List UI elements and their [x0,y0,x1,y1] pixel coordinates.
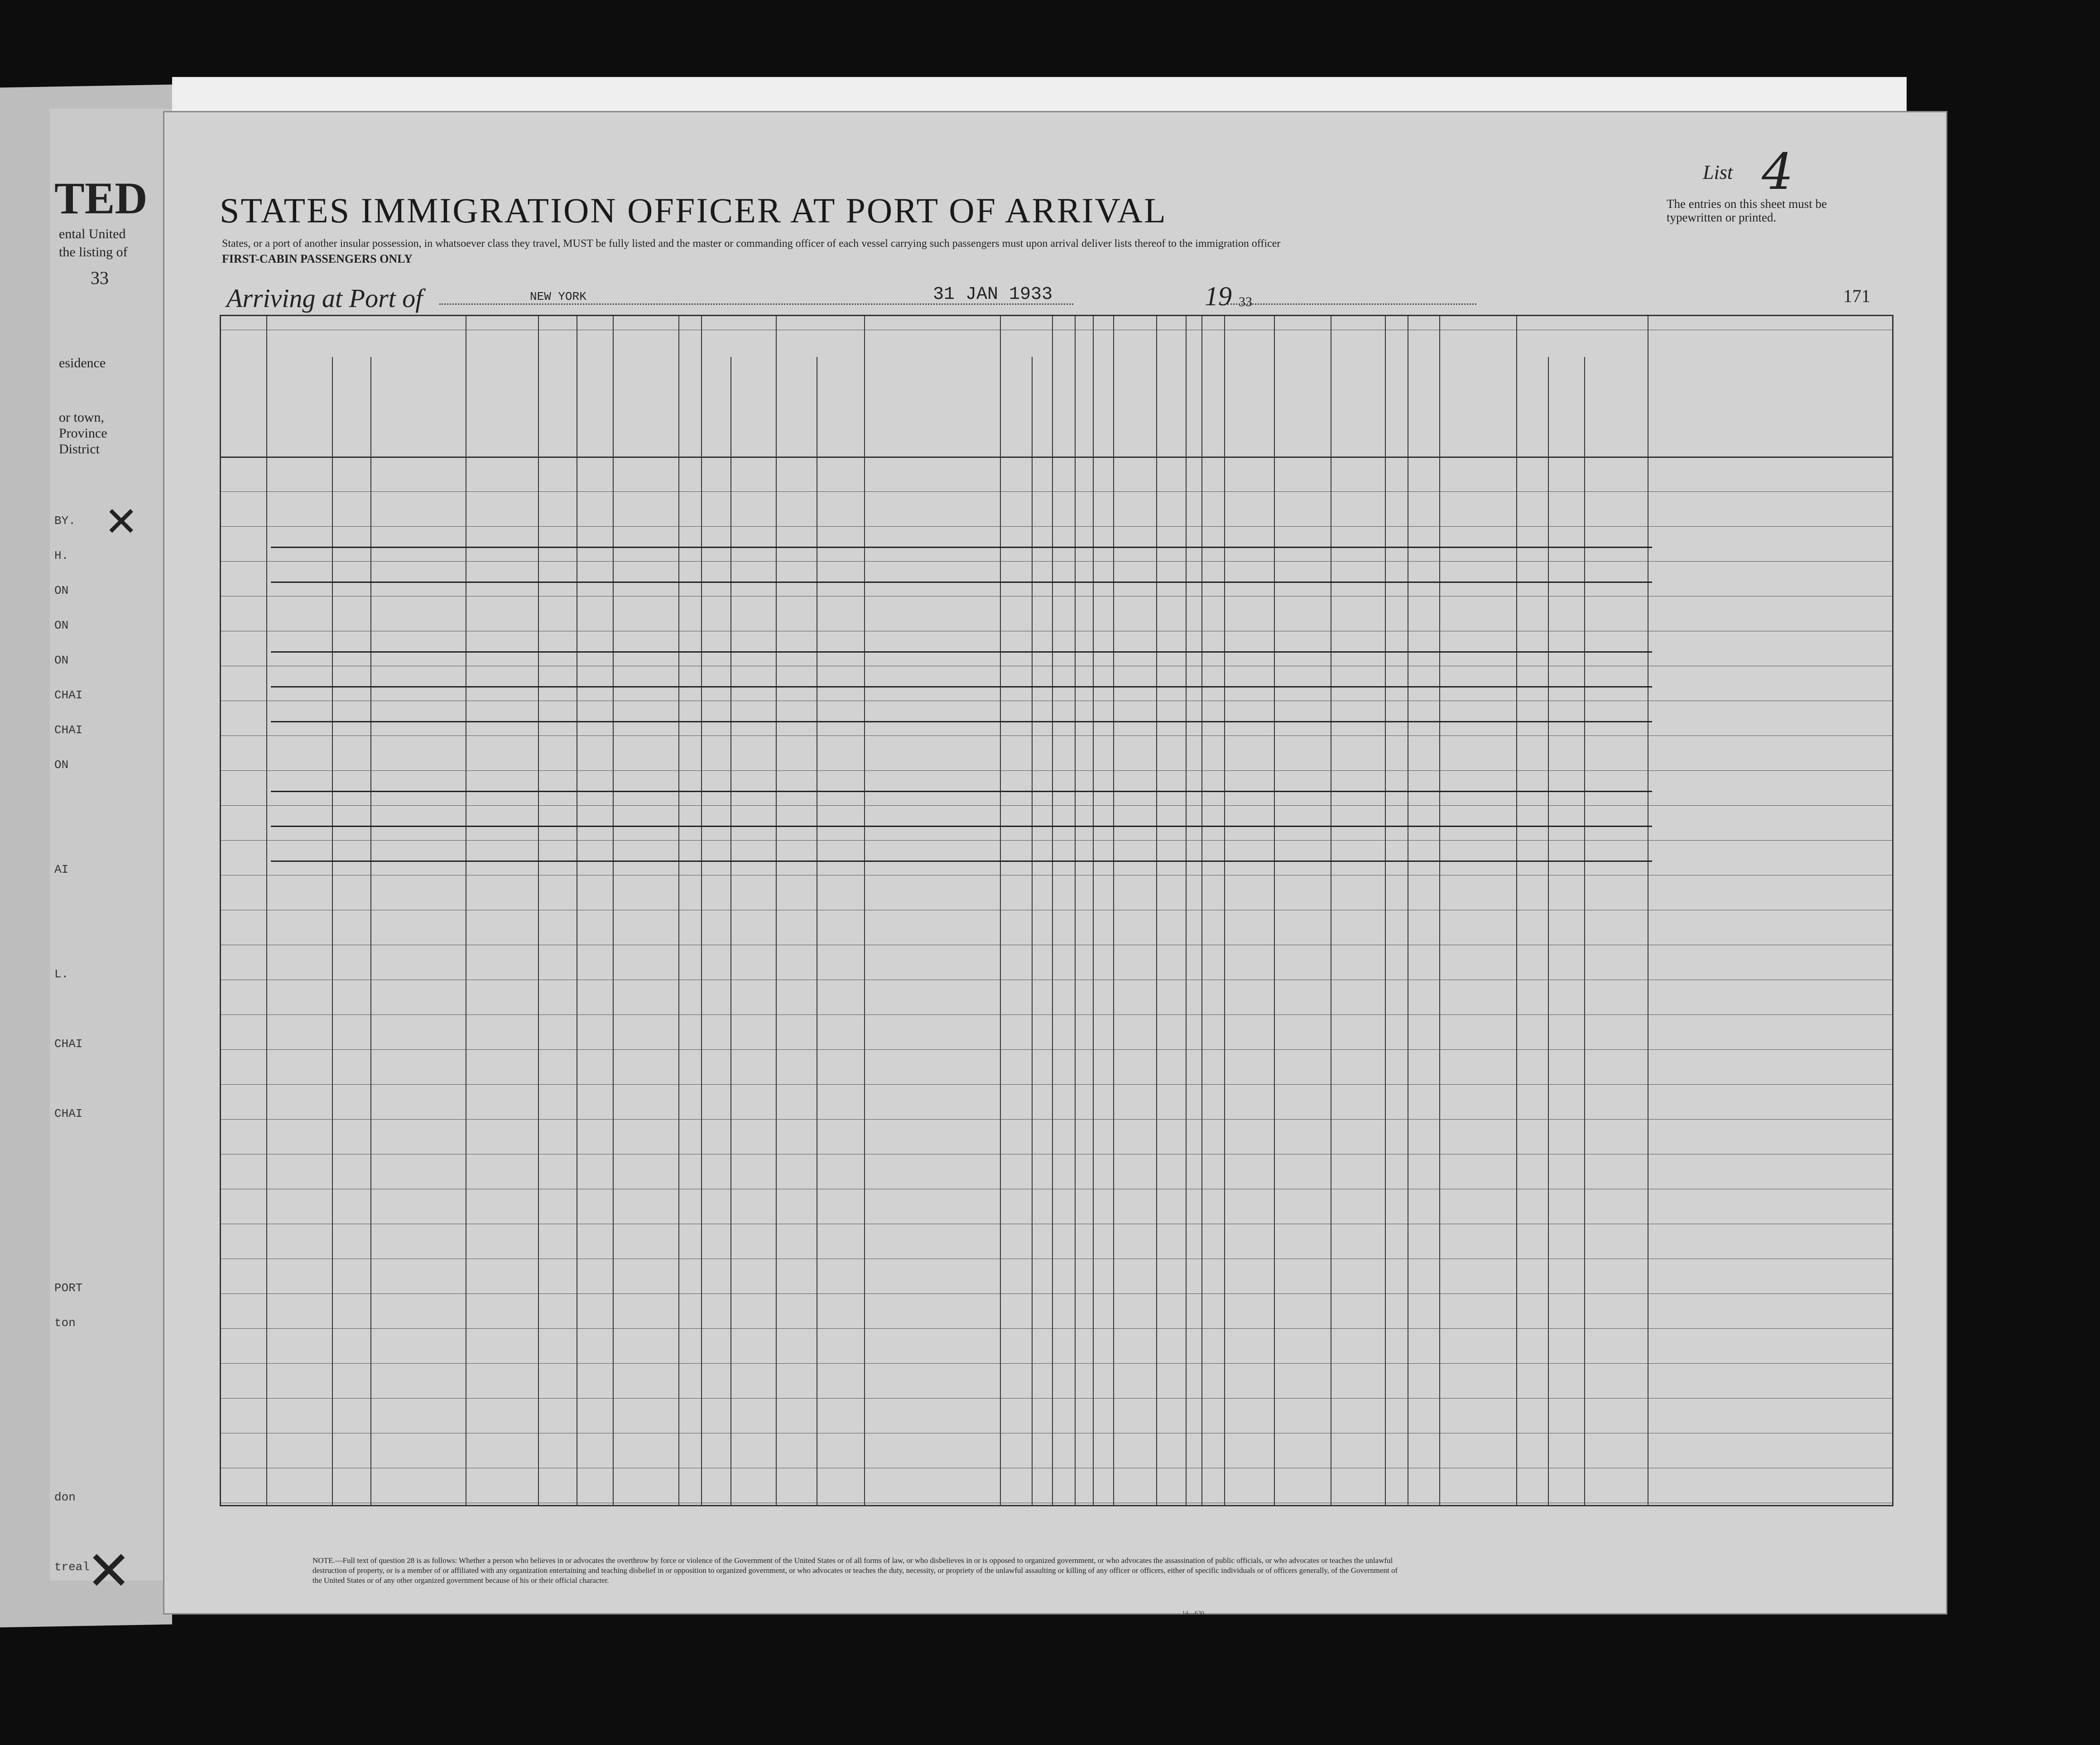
row-rule [221,770,1892,771]
column-divider [266,316,267,1505]
left-page-fragment: AI [54,863,69,876]
row-rule [221,526,1892,527]
left-page-fragment: CHAI [54,1107,83,1120]
form-number: 14—630 [1182,1610,1204,1617]
strike-through-line [271,721,1652,722]
column-divider [1075,316,1076,1505]
header-bottom-rule [221,457,1892,458]
row-rule [221,491,1892,492]
column-divider [538,316,539,1505]
year-suffix: 33 [1239,294,1252,309]
entries-note: The entries on this sheet must be typewritten or printed. [1667,197,1827,224]
sub-column-divider [1584,357,1585,1505]
list-label: List [1703,161,1733,183]
left-page-col-label: esidence [59,356,106,370]
column-divider [864,316,865,1505]
left-page-heading: TED [54,173,148,223]
column-divider [701,316,702,1505]
x-mark: ✕ [104,498,139,546]
left-page-fragment: treal [54,1560,90,1574]
left-page-fragment: CHAI [54,723,83,737]
arrival-date: 31 JAN 1933 [933,284,1053,305]
left-facing-page [50,109,181,1581]
row-rule [221,1014,1892,1015]
row-rule [221,1049,1892,1050]
column-divider [678,316,679,1505]
column-header [682,334,699,452]
left-page-fragment: ON [54,584,69,597]
manifest-page [163,111,1947,1615]
left-page-col-sub-3: District [59,442,100,457]
left-page-fragment: ON [54,758,69,772]
row-rule [221,805,1892,806]
footer-note: NOTE.—Full text of question 28 is as follows: Whether a person who believes in or advocates the overthrow by force or violence of the Government of the United States or of all forms of law, or who disbelieves in or is opposed to organized government, or who advocates the assassination of public officials, or who advocates or teaches the unlawful destruction of property, or is a member of or affiliated with any organization entertaining and teaching disbelief in or opposition to organized government, or who advocates or teaches the duty, necessity, or propriety of the unlawful assaulting or killing of any officer or officers, either of specific individuals or of officers generally, of the Government of the United States or of any other organized government because of his or their official character. [312,1556,1398,1585]
column-divider [776,316,777,1505]
column-divider [1186,316,1187,1505]
list-number: 4 [1762,143,1793,201]
strike-through-line [271,826,1652,827]
column-divider [1093,316,1094,1505]
sub-column-divider [370,357,371,1505]
strike-through-line [271,791,1652,792]
left-page-fragment: ON [54,619,69,632]
sub-column-divider [1032,357,1033,1505]
row-rule [221,1398,1892,1399]
left-page-fragment: ON [54,654,69,667]
left-page-fragment: PORT [54,1281,83,1295]
row-rule [221,1363,1892,1364]
column-header [1096,334,1111,452]
row-rule [221,735,1892,736]
column-divider [1385,316,1386,1505]
sub-column-divider [1548,357,1549,1505]
column-divider [1274,316,1275,1505]
strike-through-line [271,860,1652,862]
left-page-line-2: the listing of [59,245,128,260]
left-page-line-1: ental United [59,226,126,241]
column-divider [613,316,614,1505]
left-page-col-sub-1: or town, [59,410,104,425]
left-page-line-3: 33 [91,268,109,288]
column-divider [1052,316,1053,1505]
arriving-label: Arriving at Port of [226,284,423,313]
row-rule [221,1328,1892,1329]
row-rule [221,840,1892,841]
page-title: STATES IMMIGRATION OFFICER AT PORT OF ARRIVAL [220,191,1167,230]
column-header [1389,334,1406,452]
column-header [1056,334,1073,452]
left-page-fragment: don [54,1490,76,1504]
column-divider [1516,316,1517,1505]
row-rule [221,561,1892,562]
year-line [1227,303,1476,305]
page-number: 171 [1843,286,1870,306]
sub-column-divider [332,357,333,1505]
left-page-fragment: L. [54,967,69,981]
strike-through-line [271,582,1652,583]
row-rule [221,1084,1892,1085]
column-divider [1000,316,1001,1505]
left-page-fragment: BY. [54,514,76,528]
left-page-fragment: CHAI [54,688,83,702]
left-page-fragment: ton [54,1316,76,1330]
sub-column-divider [730,357,731,1505]
port-of-arrival: NEW YORK [530,290,586,303]
year-prefix: 19 [1205,281,1232,311]
column-divider [1224,316,1225,1505]
column-divider [1156,316,1157,1505]
row-rule [221,1119,1892,1120]
column-divider [1113,316,1114,1505]
strike-through-line [271,651,1652,653]
x-mark: ✕ [86,1540,132,1603]
left-page-fragment: CHAI [54,1037,83,1051]
row-rule [221,1293,1892,1294]
left-page-fragment: H. [54,549,69,562]
manifest-table [220,315,1893,1506]
passenger-class: FIRST-CABIN PASSENGERS ONLY [222,252,413,265]
sub-column-divider [1439,357,1440,1505]
strike-through-line [271,686,1652,687]
left-page-col-sub-2: Province [59,426,107,441]
instruction-text: States, or a port of another insular possession, in whatsoever class they travel, MUST be fully listed and the master or commanding officer of each vessel carrying such passengers must upon arrival deliver lists thereof to the immigration officer [222,238,1281,250]
column-divider [1201,316,1202,1505]
strike-through-line [271,547,1652,548]
